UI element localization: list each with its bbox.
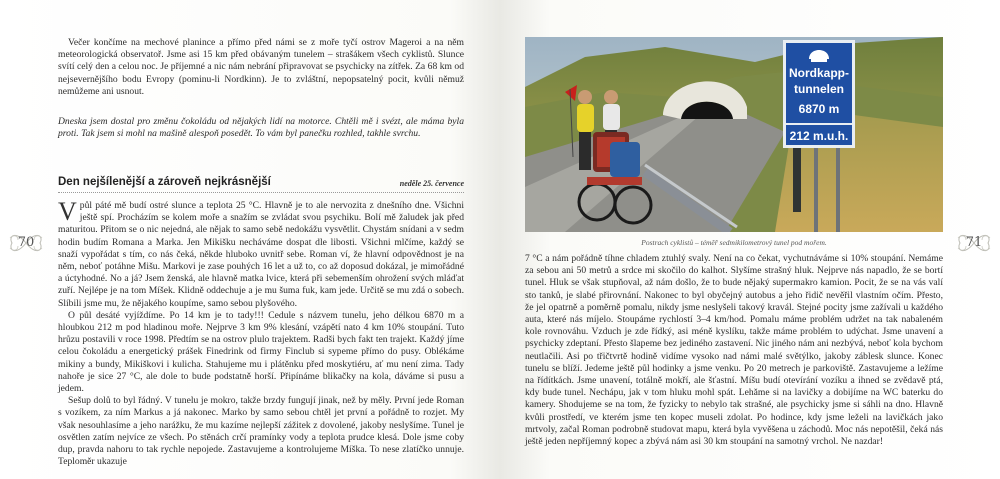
section-heading: Den nejšílenější a zároveň nejkrásnější xyxy=(58,176,271,188)
page-number-right xyxy=(954,228,994,258)
section-heading-row xyxy=(58,176,464,193)
drop-cap: V xyxy=(58,197,77,226)
sign-line-3: 6870 m xyxy=(798,102,840,116)
first-paragraph-text: půl páté mě budí ostré slunce a teplota 25 °C. Hlavně je to ale nervozita z dnešního dne. Všichni ještě spí. Procházím se kolem moře a snažím se zvládat svou psychiku. Bolí mě žaludek jak před maturitou. Přitom se o nic nejedná, ale nějak to samo sebě nedokážu vysvětlit. Chystám snídani a v sedm hodin budím Romana a Marka. Jen Mikišku necháváme dospat dle libosti. Všichni mlčíme, každý se snaží vypořádat s tím, co nás čeká, někde hluboko uvnitř sebe. Roman ví, že hlavní odpovědnost je na něm, neboť potáhne Mišu. Markovi je zase pouhých 16 let a už to, co až doposud dokázal, je mimořádné a úctyhodné. No a já? Jsem ženská, ale hlavně matka lvice, která při sebemenším ohrožení svých mláďat zuří. Nejlépe je na tom Míšek. Klidně oddechuje a je mu šuma fuk, kam jede. Určitě se mu zdá o sobech. Slíbili jsme mu, že nějakého koupíme, samo sebou plyšového. xyxy=(58,200,464,309)
italic-note xyxy=(58,116,464,140)
tunnel-photo-illustration xyxy=(525,37,943,232)
body-paragraph: O půl desáté vyjíždíme. Po 14 km je to tady!!! Cedule s názvem tunelu, jeho délkou 6870 m a hloubkou 212 m pod hladinou moře. Nejprve 3 km 9% klesání, vzápětí nato 4 km 10% stoupání. Tuto hrůzu postavili v roce 1998. Předtím se na ostrov plulo trajektem. Radši bych fakt ten trajekt. Každý jíme celou čokoládu a energetický prášek Finedrink od firmy Finclub si sypeme přímo do pusy. Oblékáme mikiny a bundy, Mikiškovi i kulicha. Stahujeme mu i plátěnku před moskytiéru, ať mu není zima. Tady nahoře je sice 27 °C, ale dole to bude podstatně horší. Připínáme blikačky na kola, dáváme si pusu a jedem. xyxy=(58,309,464,395)
intro-text xyxy=(58,37,464,98)
page-number-text: 71 xyxy=(965,235,983,250)
right-body-text xyxy=(525,253,943,448)
body-paragraph: Sešup dolů to byl řádný. V tunelu je mokro, takže brzdy fungují jinak, než by měly. První jede Roman s vozíkem, za ním Markus a já nakonec. Marko by samo sebou chtěl jet první a pořádně to rozjet. My však nesouhlasíme a jeho narážku, že mu kazíme nejlepší zážitek z dovolené, jakoby neslyšíme. Tunel je osvětlen zatím nejvíce ze všech. Po stěnách crčí pramínky vody a teplota prudce klesá. Dole jsme coby dup, pravda nahoru to tak rychle nepojede. Zastavujeme a kontrolujeme Míška. To nese zlatíčko unnuje. Teploměr ukazuje xyxy=(58,395,464,468)
page-number-text: 70 xyxy=(17,235,35,250)
body-paragraph: 7 °C a nám pořádně tíhne chladem ztuhlý svaly. Není na co čekat, vychutnáváme si 10% stoupání. Nemáme za sebou ani 50 metrů a srdce mi skočilo do kalhot. Slyšíme strašný hluk. Nejprve nás napadlo, že se bortí tunel. Hluk se však stupňoval, až nám došlo, že to bude nějaký supermakro kamion. Pocit, že se na vás valí sto tanků, je slabé přirovnání. Nakonec to byl obyčejný autobus a jeho řidič nevěřil vlastním očím. Přesto, že jel opatrně a poměrně pomalu, nikdy jsme neslyšeli takový kravál. Stejné pocity jsme zažívali u každého auta, které nás míjelo. Stoupáme rychlostí 3–4 km/hod. Pomalu máme problém udržet na tak nabaleném kole rovnováhu. Vzduch je zde řídký, asi méně kyslíku, takže máme problém to udýchat. Jsme unavení a psychicky zdeptaní. Přesto šlapeme bez jediného zastavení. Nic jiného nám ani nezbývá, neboť kola bychom neutlačili. Asi po třičtvrtě hodině vidíme vysoko nad námi malé světýlko, jakoby záblesk slunce. Konec tunelu se blíží. Jedeme ještě půl hodinky a jsme venku. Po 20 metrech je parkoviště. Zastavujeme a ležíme na řídítkách. Jsme unavení, totálně mokří, ale šťastní. Míšu budí otevírání vozíku a ihned se zvědavě ptá, kdy bude tunel. Nechápu, jak v tom hluku mohl spát. Lehǎme si na lavičky a dobijíme na WC baterku do kamery. Shodujeme se na tom, že fyzicky to nebylo tak strašné, ale psychicky jsme si sáhli na dno. Hlavně kvůli prostředí, ve kterém jsme ten kopec museli zdolat. Po hodince, kdy jsme leželi na lavičkách jako mrtvoly, začal Roman podrobně studovat mapu, která byla vyvěšena u záchodů. Moc nás nepotěšil, čeká nás ještě jeden nepříjemný kopec a zbývá nám asi 30 km stoupání na samotný vrchol. Ne nazdar! xyxy=(525,253,943,448)
first-paragraph xyxy=(58,197,464,310)
main-body-text xyxy=(58,197,464,468)
intro-paragraph: Večer končíme na mechové planince a přímo před námi se z moře tyčí ostrov Mageroi a na něm meteorologická observatoř. Jsme asi 15 km před obávaným tunelem – strašákem všech cyklistů. Slunce svítí celý den a celou noc. Je příjemné a nic nám nebrání připravovat se psychicky na zítřek. Za 68 km od nejsevernějšího bodu Evropy (pominu-li Nordkinn). Je to zvláštní, nepopsatelný pocit, kvůli němuž nemůžeme ani usnout. xyxy=(58,37,464,97)
sign-line-1: Nordkapp- xyxy=(789,66,849,80)
sign-line-2: tunnelen xyxy=(794,82,844,96)
photo-caption: Postrach cyklistů – téměř sedmikilometrový tunel pod mořem. xyxy=(641,238,827,247)
italic-note-text: Dneska jsem dostal pro změnu čokoládu od nějakých lidí na motorce. Chtěli mě i svézt, ale máma byla proti. Tak jsem si mohl na mašině alespoň posedět. To vám byl panečku rozhled, takhle svrchu. xyxy=(58,116,464,140)
section-date: neděle 25. července xyxy=(399,179,464,188)
tunnel-photo xyxy=(525,37,943,232)
page-number-left xyxy=(6,228,46,258)
sign-line-4: 212 m.u.h. xyxy=(789,129,849,143)
